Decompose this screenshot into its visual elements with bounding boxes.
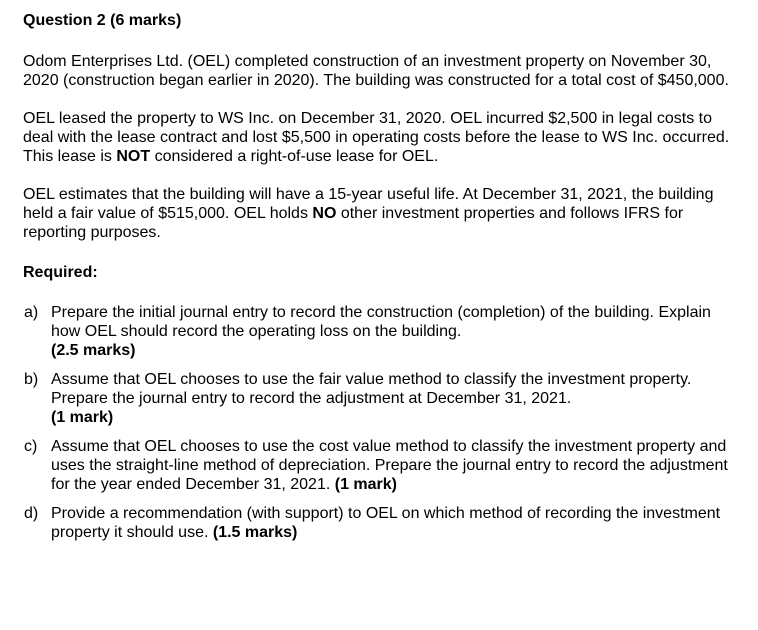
part-marks: (1 mark) xyxy=(334,476,397,493)
part-text: Assume that OEL chooses to use the cost value method to classify the investment property and uses the straight-line method of depreciation. Prepare the journal entry to record the adjustment for the year ended December 31, 2021. xyxy=(51,438,728,493)
question-title: Question 2 (6 marks) xyxy=(23,12,182,29)
question-document xyxy=(23,11,735,552)
required-heading: Required: xyxy=(23,264,98,281)
part-text: Provide a recommendation (with support) to OEL on which method of recording the investment property it should use. xyxy=(51,505,721,541)
useful-life-text-before: OEL estimates that the building will have a 15-year useful life. At December 31, 2021, the building held a fair value of $515,000. OEL holds xyxy=(23,186,714,222)
part-marks: (1 mark) xyxy=(51,409,114,426)
part-label: b) xyxy=(24,371,39,388)
paragraph-useful-life xyxy=(23,185,735,242)
part-marks: (2.5 marks) xyxy=(51,342,136,359)
lease-emphasis: NOT xyxy=(116,148,151,165)
lease-text-before: OEL leased the property to WS Inc. on December 31, 2020. OEL incurred $2,500 in legal costs to deal with the lease contract and lost $5,500 in operating costs before the lease to WS Inc. occurred. This lease is xyxy=(23,110,730,165)
required-parts-list xyxy=(23,303,735,542)
paragraph-lease xyxy=(23,109,735,166)
part-label: a) xyxy=(24,304,39,321)
part-text: Prepare the initial journal entry to record the construction (completion) of the building. Explain how OEL should record the operating loss on the building. xyxy=(51,304,711,340)
part-text: Assume that OEL chooses to use the fair value method to classify the investment property. Prepare the journal entry to record the adjustment at December 31, 2021. xyxy=(51,371,692,407)
part-a xyxy=(23,303,735,360)
paragraph-construction: Odom Enterprises Ltd. (OEL) completed construction of an investment property on November 30, 2020 (construction began earlier in 2020). The building was constructed for a total cost of $450,000. xyxy=(23,53,729,89)
part-label: c) xyxy=(24,438,38,455)
part-c xyxy=(23,437,735,494)
part-marks: (1.5 marks) xyxy=(212,524,298,541)
lease-text-after: considered a right-of-use lease for OEL. xyxy=(150,148,439,165)
useful-life-text-after: other investment properties and follows IFRS for reporting purposes. xyxy=(23,205,684,241)
part-d xyxy=(23,504,735,542)
part-label: d) xyxy=(24,505,39,522)
useful-life-emphasis: NO xyxy=(312,205,337,222)
part-b xyxy=(23,370,735,427)
